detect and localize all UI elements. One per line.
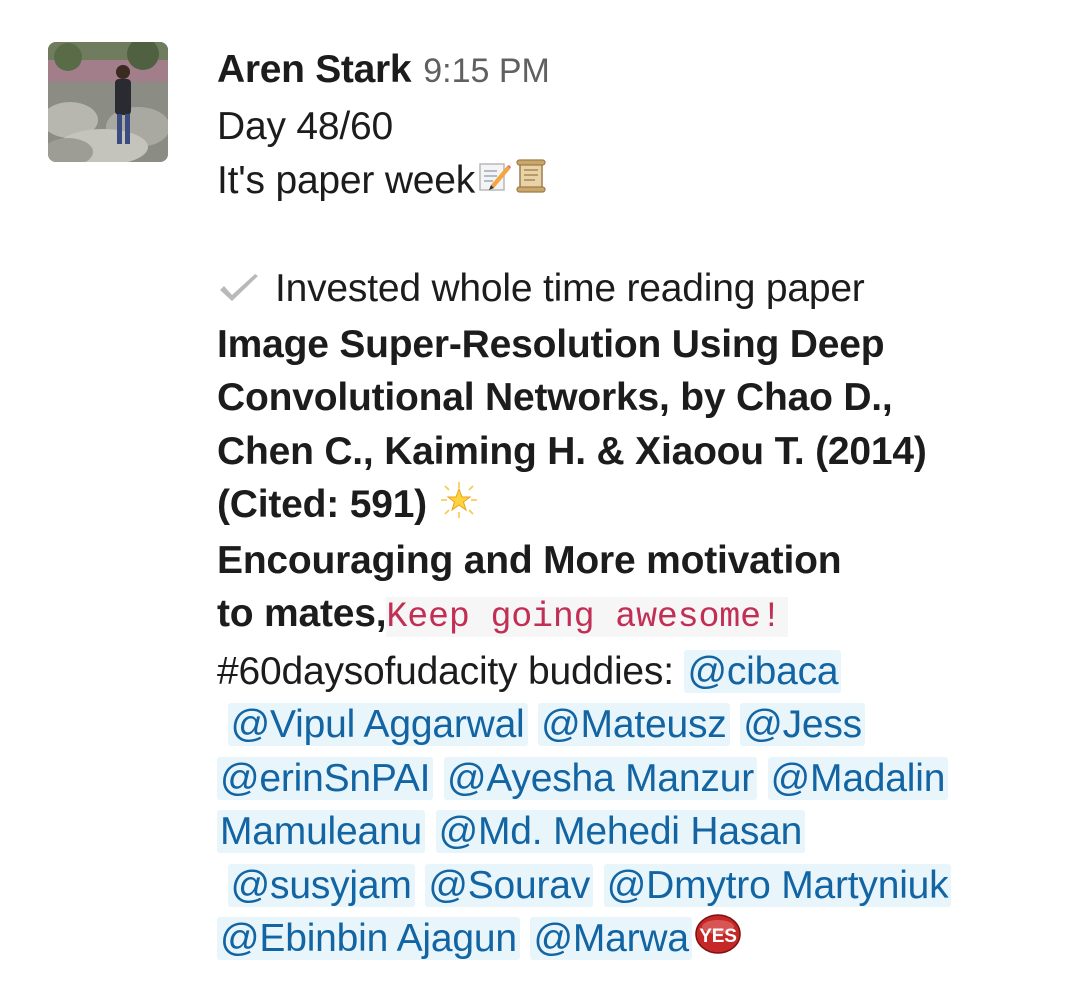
message-header bbox=[217, 48, 1047, 100]
mention-ayesha-manzur[interactable]: @Ayesha Manzur bbox=[444, 757, 757, 800]
day-line: Day 48/60 bbox=[217, 105, 393, 148]
encouraging-line: Encouraging and More motivation bbox=[217, 538, 842, 582]
message-body bbox=[217, 100, 1047, 969]
mention-sourav[interactable]: @Sourav bbox=[425, 864, 593, 907]
mention-dmytro-martyniuk[interactable]: @Dmytro Martyniuk bbox=[604, 864, 952, 907]
to-mates-text: to mates, bbox=[217, 592, 387, 636]
mention-madalin-last[interactable]: Mamuleanu bbox=[217, 810, 425, 853]
glowing-star-icon bbox=[440, 480, 478, 534]
cited-line bbox=[217, 478, 1047, 533]
mentions-line-4 bbox=[217, 859, 1047, 913]
paper-week-text: It's paper week bbox=[217, 158, 476, 202]
paper-title-line-1: Image Super-Resolution Using Deep bbox=[217, 322, 885, 366]
paper-week-line bbox=[217, 154, 1047, 209]
mention-susyjam[interactable]: @susyjam bbox=[228, 864, 415, 907]
mention-mateusz[interactable]: @Mateusz bbox=[538, 703, 729, 746]
cited-text: (Cited: 591) bbox=[217, 483, 427, 527]
hashtag-line bbox=[217, 645, 1047, 699]
heavy-check-icon bbox=[217, 264, 261, 318]
hashtag-text: #60daysofudacity buddies: bbox=[217, 649, 685, 693]
author-name[interactable]: Aren Stark bbox=[217, 48, 412, 91]
mentions-line-2 bbox=[217, 752, 1047, 806]
paper-title-line-2: Convolutional Networks, by Chao D., bbox=[217, 376, 893, 420]
mention-madalin-first[interactable]: @Madalin bbox=[768, 757, 949, 800]
blank-line bbox=[217, 209, 1047, 263]
avatar-photo-icon bbox=[48, 42, 168, 162]
to-mates-line bbox=[217, 587, 1047, 645]
paper-title-line-3: Chen C., Kaiming H. & Xiaoou T. (2014) bbox=[217, 429, 927, 473]
user-avatar[interactable] bbox=[48, 42, 168, 162]
mention-jess[interactable]: @Jess bbox=[740, 703, 865, 746]
mention-marwa[interactable]: @Marwa bbox=[530, 917, 691, 960]
mention-erinsnpai[interactable]: @erinSnPAI bbox=[217, 757, 433, 800]
mentions-line-1 bbox=[217, 698, 1047, 752]
mentions-line-3 bbox=[217, 805, 1047, 859]
mentions-line-5 bbox=[217, 912, 1047, 969]
mention-vipul-aggarwal[interactable]: @Vipul Aggarwal bbox=[228, 703, 528, 746]
invested-text: Invested whole time reading paper bbox=[275, 267, 865, 311]
yes-badge-text: YES bbox=[699, 925, 737, 947]
message-content bbox=[217, 48, 1047, 969]
yes-badge-icon bbox=[694, 913, 742, 970]
inline-code: Keep going awesome! bbox=[386, 597, 787, 637]
scroll-icon bbox=[513, 155, 549, 209]
invested-line bbox=[217, 262, 1047, 317]
mention-md-mehedi-hasan[interactable]: @Md. Mehedi Hasan bbox=[436, 810, 806, 853]
mention-cibaca[interactable]: @cibaca bbox=[684, 650, 841, 693]
mention-ebinbin-ajagun[interactable]: @Ebinbin Ajagun bbox=[217, 917, 520, 960]
message-timestamp[interactable]: 9:15 PM bbox=[423, 52, 550, 90]
memo-icon bbox=[477, 155, 511, 209]
